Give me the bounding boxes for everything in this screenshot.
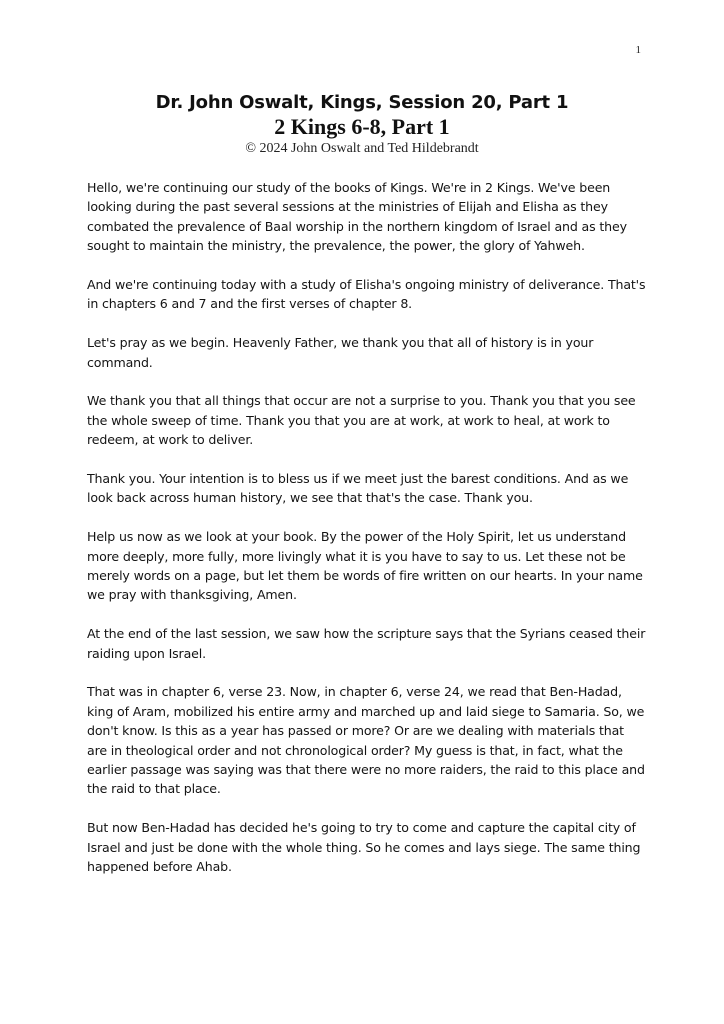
- document-subtitle: 2 Kings 6-8, Part 1: [274, 114, 450, 139]
- paragraph: That was in chapter 6, verse 23. Now, in chapter 6, verse 24, we read that Ben-Hadad, king of Aram, mobilized his entire army and marched up and laid siege to Samaria. So, we don't know. Is this as a year has passed or more? Or are we dealing with materials that are in theological order and not chronological order? My guess is that, in fact, what the earlier passage was saying was that there were no more raiders, the raid to this place and the raid to that place.: [87, 684, 645, 797]
- paragraph: Hello, we're continuing our study of the books of Kings. We're in 2 Kings. We've been looking during the past several sessions at the ministries of Elijah and Elisha as they combated the prevalence of Baal worship in the northern kingdom of Israel and as they sought to maintain the ministry, the prevalence, the power, the glory of Yahweh.: [87, 180, 627, 254]
- page-number: 1: [635, 44, 641, 56]
- paragraph: Thank you. Your intention is to bless us if we meet just the barest conditions. And as we look back across human history, we see that that's the case. Thank you.: [87, 471, 629, 506]
- paragraph: Help us now as we look at your book. By the power of the Holy Spirit, let us understand more deeply, more fully, more livingly what it is you have to say to us. Let these not be merely words on a page, but let them be words of fire written on our hearts. In your name we pray with thanksgiving, Amen.: [87, 529, 643, 603]
- paragraph: At the end of the last session, we saw how the scripture says that the Syrians ceased their raiding upon Israel.: [87, 626, 646, 661]
- paragraph: Let's pray as we begin. Heavenly Father, we thank you that all of history is in your command.: [87, 335, 594, 370]
- document-header: [0, 91, 724, 157]
- paragraph: And we're continuing today with a study of Elisha's ongoing ministry of deliverance. That's in chapters 6 and 7 and the first verses of chapter 8.: [87, 277, 646, 312]
- document-title: Dr. John Oswalt, Kings, Session 20, Part 1: [155, 92, 569, 113]
- document-body: [87, 178, 647, 896]
- paragraph: We thank you that all things that occur are not a surprise to you. Thank you that you see the whole sweep of time. Thank you that you are at work, at work to heal, at work to redeem, at work to deliver.: [87, 393, 636, 448]
- copyright-line: © 2024 John Oswalt and Ted Hildebrandt: [245, 141, 479, 156]
- paragraph: But now Ben-Hadad has decided he's going to try to come and capture the capital city of Israel and just be done with the whole thing. So he comes and lays siege. The same thing happened before Ahab.: [87, 820, 641, 875]
